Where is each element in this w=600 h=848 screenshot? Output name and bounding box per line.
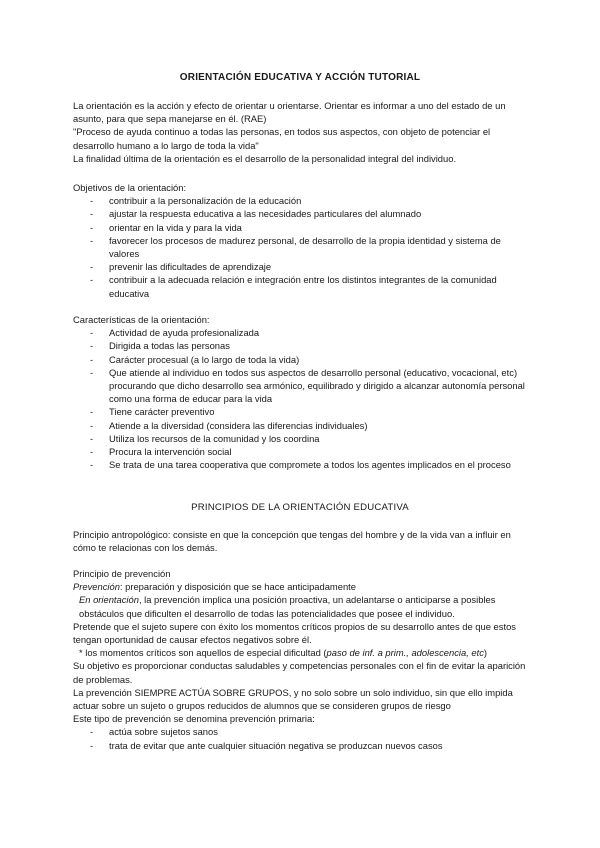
caracteristicas-heading: Características de la orientación: xyxy=(73,314,210,325)
intro-quote: "Proceso de ayuda continuo a todas las personas, en todos sus aspectos, con objeto de potenciar el desarrollo humano a lo largo de toda la vida" xyxy=(73,126,491,151)
orientacion-label: En orientación xyxy=(79,594,139,606)
objetivos-list xyxy=(73,194,528,300)
list-item: - contribuir a la adecuada relación e integración entre los distintos integrantes de la comunidad educativa xyxy=(73,273,528,299)
prevencion-definition xyxy=(73,580,528,593)
primaria-paragraph: Este tipo de prevención se denomina prevención primaria: xyxy=(73,713,315,725)
prevencion-section xyxy=(73,567,528,752)
caracteristicas-section xyxy=(73,313,528,471)
list-item: - orientar en la vida y para la vida xyxy=(73,221,528,234)
prevencion-label: Prevención xyxy=(73,581,120,593)
intro-paragraph: La orientación es la acción y efecto de orientar u orientarse. Orientar es informar a uno del estado de un asunto, para que sepa manejarse en él. (RAE) xyxy=(73,100,506,125)
intro-section xyxy=(73,99,528,165)
momentos-note xyxy=(73,646,528,659)
list-item: - Tiene carácter preventivo xyxy=(73,405,528,418)
objetivo-paragraph: Su objetivo es proporcionar conductas saludables y competencias personales con el fin de evitar la aparición de problemas. xyxy=(73,660,526,685)
document-title: ORIENTACIÓN EDUCATIVA Y ACCIÓN TUTORIAL xyxy=(179,72,421,83)
list-item: - Actividad de ayuda profesionalizada xyxy=(73,326,528,339)
list-item: - prevenir las dificultades de aprendizaje xyxy=(73,260,528,273)
objetivos-section xyxy=(73,181,528,300)
list-item: - trata de evitar que ante cualquier situación negativa se produzcan nuevos casos xyxy=(73,739,528,752)
momentos-close: ) xyxy=(483,647,488,659)
list-item: - Dirigida a todas las personas xyxy=(73,339,528,352)
antropologico-paragraph: Principio antropológico: consiste en que la concepción que tengas del hombre y de la vida van a influir en cómo te relacionas con los demás. xyxy=(73,529,511,554)
list-item: - favorecer los procesos de madurez personal, de desarrollo de la propia identidad y sistema de valores xyxy=(73,234,528,260)
antropologico-section xyxy=(73,528,528,554)
list-item: - contribuir a la personalización de la educación xyxy=(73,194,528,207)
objetivos-heading: Objetivos de la orientación: xyxy=(73,182,187,193)
orientacion-text: , la prevención implica una posición proactiva, un adelantarse o anticiparse a posibles obstáculos que dificulten el desarrollo de todas las potencialidades que posee el individuo. xyxy=(79,594,496,619)
list-item: - Se trata de una tarea cooperativa que compromete a todos los agentes implicados en el proceso xyxy=(73,458,528,471)
list-item: - Utiliza los recursos de la comunidad y los coordina xyxy=(73,432,528,445)
list-item: - Procura la intervención social xyxy=(73,445,528,458)
list-item: - actúa sobre sujetos sanos xyxy=(73,725,528,738)
prevencion-list xyxy=(73,725,528,751)
prevencion-definition-text: : preparación y disposición que se hace anticipadamente xyxy=(119,581,356,593)
list-item: - ajustar la respuesta educativa a las necesidades particulares del alumnado xyxy=(73,207,528,220)
prevencion-heading: Principio de prevención xyxy=(73,568,171,579)
momentos-text: * los momentos críticos son aquellos de especial dificultad ( xyxy=(79,647,327,659)
intro-finalidad: La finalidad última de la orientación es el desarrollo de la personalidad integral del individuo. xyxy=(73,152,457,164)
orientacion-paragraph xyxy=(73,593,528,619)
pretende-paragraph: Pretende que el sujeto supere con éxito los momentos críticos propios de su desarrollo antes de que estos tengan oportunidad de causar efectos negativos sobre él. xyxy=(73,620,516,646)
momentos-examples: paso de inf. a prim., adolescencia, etc xyxy=(326,647,484,659)
list-item: - Atiende a la diversidad (considera las diferencias individuales) xyxy=(73,419,528,432)
list-item: - Que atiende al individuo en todos sus aspectos de desarrollo personal (educativo, vocacional, etc) procurando que dicho desarrollo sea armónico, equilibrado y dirigido a alcanzar autonomía personal como una forma de educar para la vida xyxy=(73,366,528,406)
list-item: - Carácter procesual (a lo largo de toda la vida) xyxy=(73,353,528,366)
grupos-paragraph: La prevención SIEMPRE ACTÚA SOBRE GRUPOS, y no solo sobre un solo individuo, sin que ello impida actuar sobre un sujeto o grupos reducidos de alumnos que se consideren grupos de riesgo xyxy=(73,686,513,712)
caracteristicas-list xyxy=(73,326,528,471)
principios-title: PRINCIPIOS DE LA ORIENTACIÓN EDUCATIVA xyxy=(191,502,409,513)
